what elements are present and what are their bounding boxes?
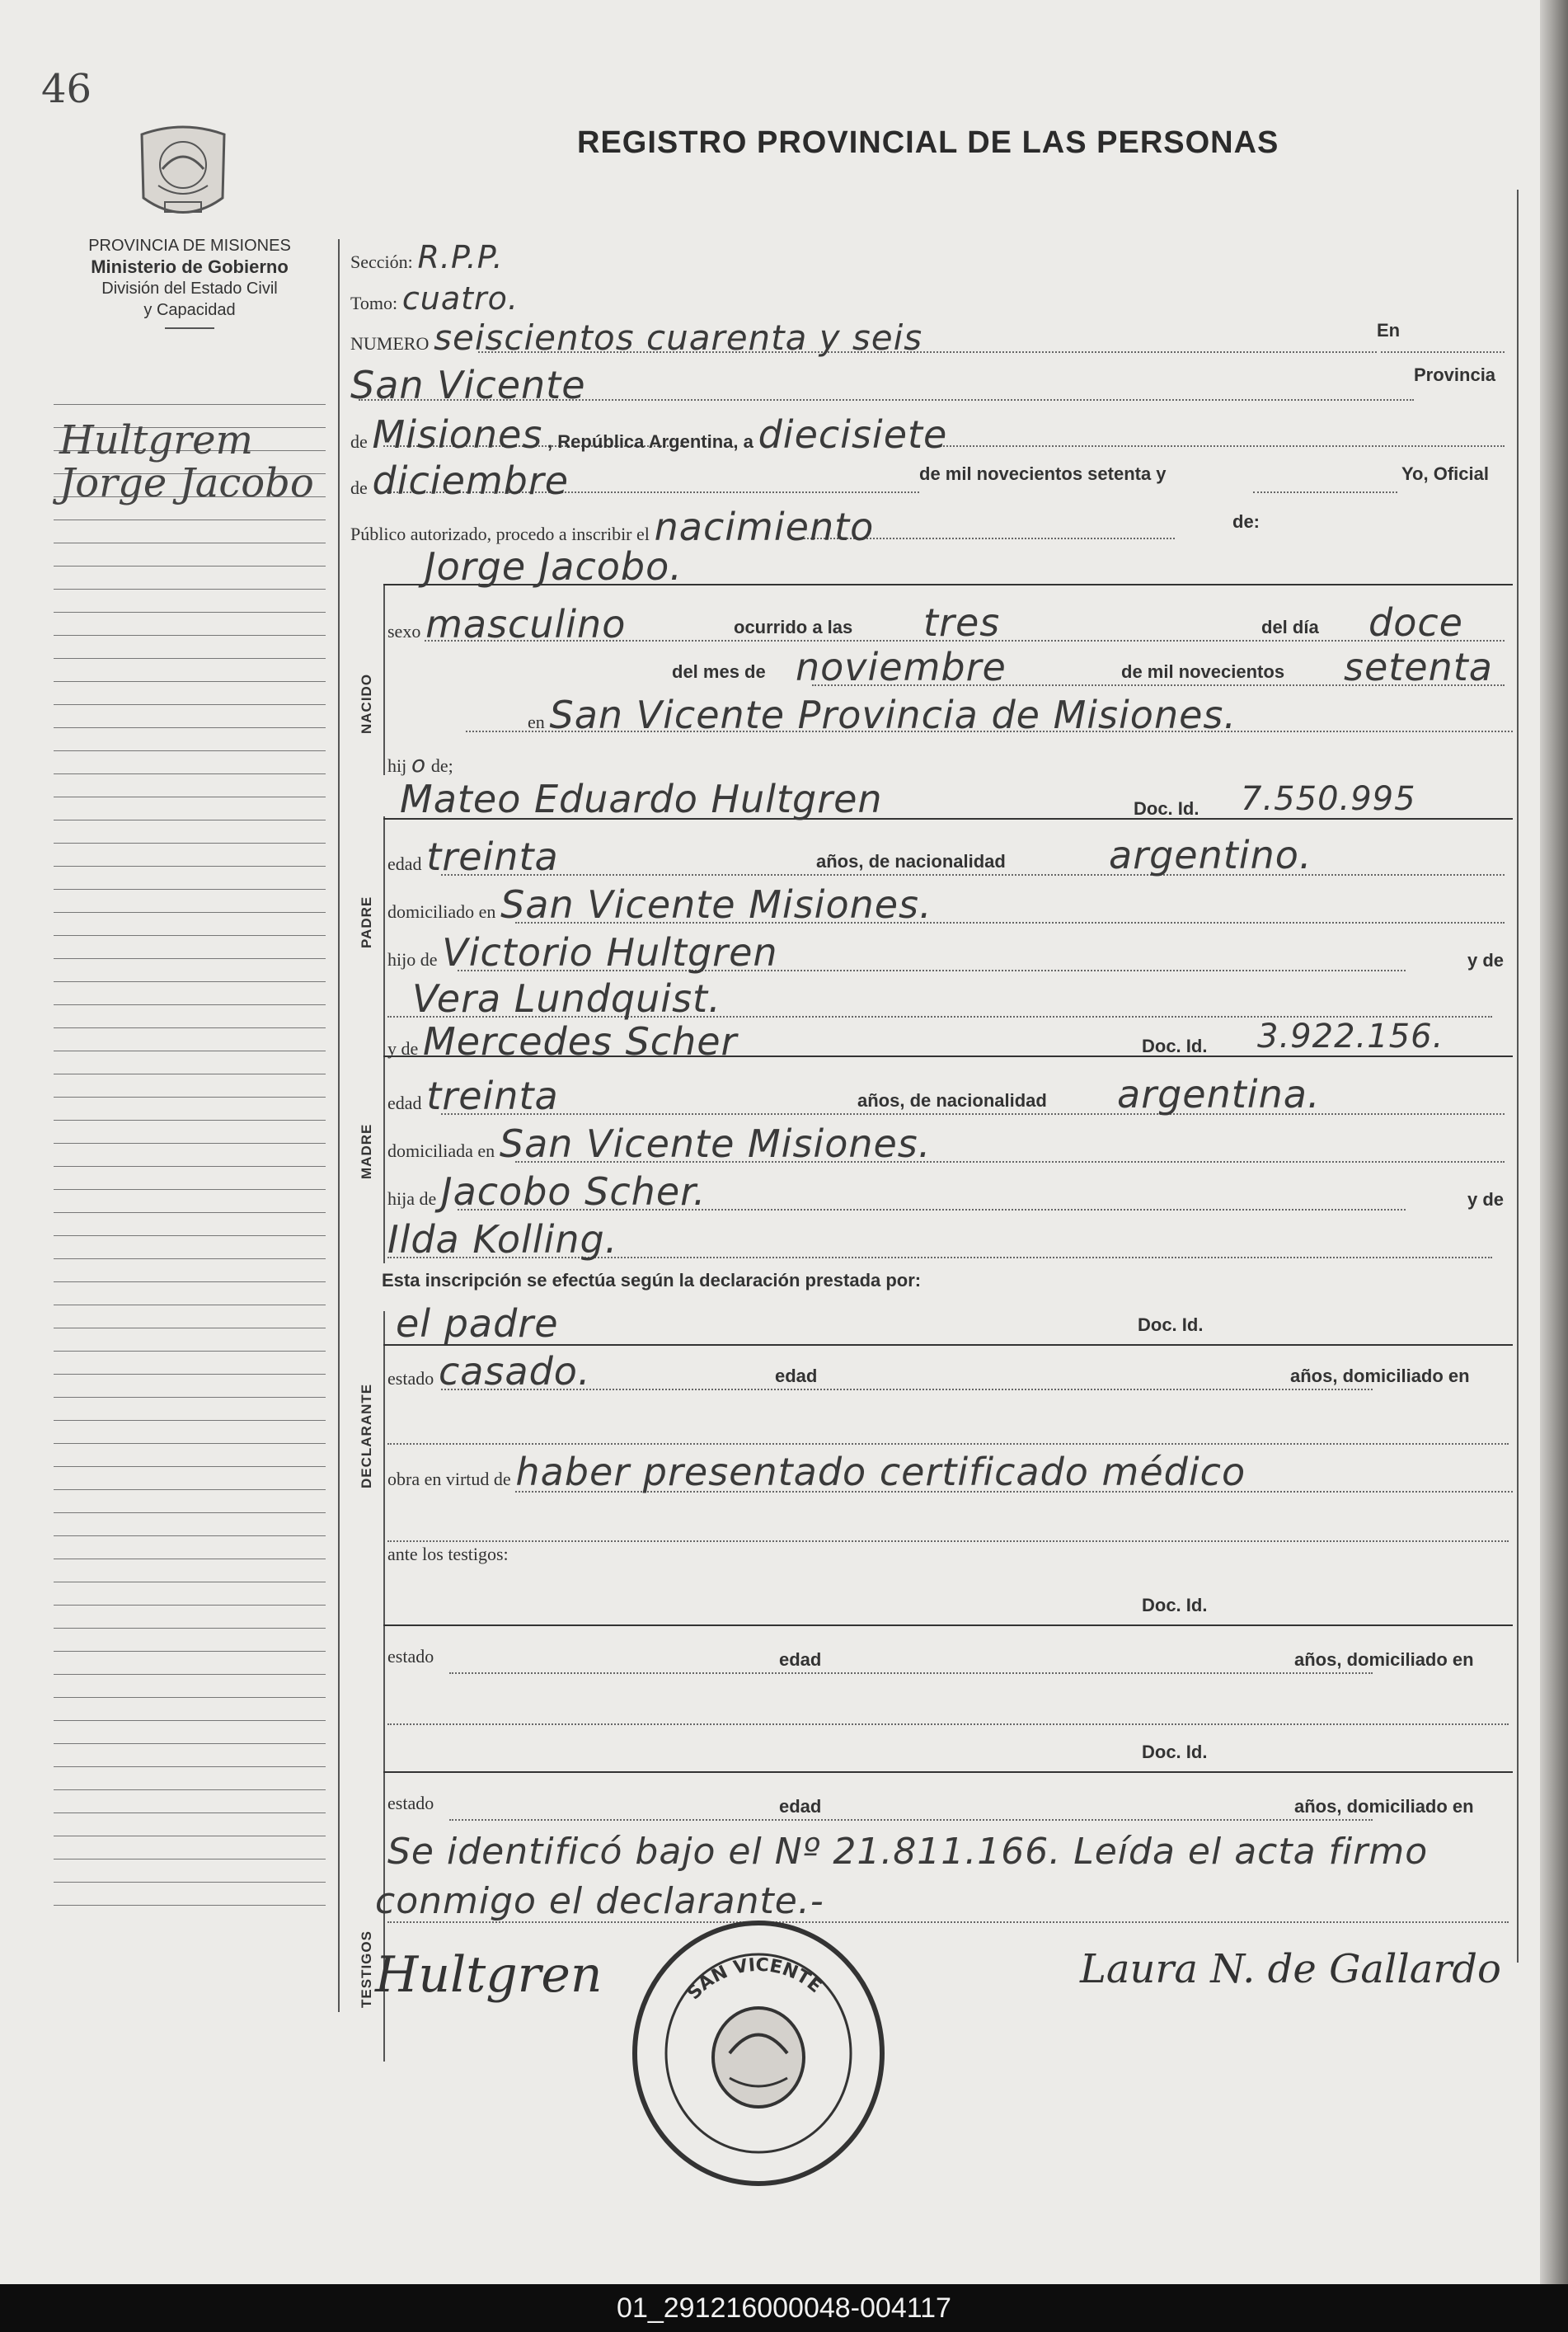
seccion-label: Sección: — [350, 252, 413, 272]
mother-domicile: San Vicente Misiones. — [499, 1121, 932, 1166]
publico-label: Público autorizado, procedo a inscribir el — [350, 524, 650, 544]
declarant-signature: Hultgren — [375, 1946, 603, 2004]
father-name: Mateo Eduardo Hultgren — [400, 777, 883, 821]
mother-name: Mercedes Scher — [423, 1019, 738, 1064]
mes-value: noviembre — [796, 645, 1007, 689]
issuer-division: División del Estado Civil — [101, 280, 278, 298]
testigo1-estado-row — [387, 1646, 434, 1667]
provincia-label: Provincia — [1414, 364, 1496, 385]
madre-dom-label: domiciliada en — [387, 1140, 495, 1161]
issuer-ministry: Ministerio de Gobierno — [91, 256, 289, 277]
numero-label: NUMERO — [350, 333, 430, 354]
margin-names — [59, 419, 314, 505]
padre-edad-row — [387, 835, 559, 879]
form-frame-right — [1517, 190, 1519, 1963]
sexo-value: masculino — [425, 602, 627, 646]
anio-label: de mil novecientos — [1121, 661, 1285, 682]
numero-value: seiscientos cuarenta y seis — [434, 317, 923, 358]
seccion-row — [350, 239, 504, 275]
issuer-province: PROVINCIA DE MISIONES — [88, 237, 291, 255]
declaracion-label: Esta inscripción se efectúa según la declaración prestada por: — [382, 1270, 922, 1291]
numero-row — [350, 317, 922, 358]
father-age: treinta — [426, 835, 559, 879]
declarant-basis: haber presentado certificado médico — [515, 1450, 1246, 1494]
testigo1-estado-label: estado — [387, 1646, 434, 1667]
official-signature: Laura N. de Gallardo — [1080, 1946, 1501, 1992]
nacido-bar — [383, 585, 385, 775]
padre-dom-row — [387, 882, 932, 927]
issuer-block — [33, 235, 346, 336]
tomo-row — [350, 280, 519, 317]
dia-value: doce — [1368, 600, 1463, 645]
testigo2-anios-label: años, domiciliado en — [1294, 1796, 1474, 1817]
act-value: nacimiento — [654, 505, 875, 549]
padre-madre-row — [412, 976, 721, 1021]
testigo2-estado-label: estado — [387, 1793, 434, 1813]
book-spine — [1540, 0, 1568, 2284]
margin-surname: Hultgrem — [59, 417, 254, 463]
day-value: diecisiete — [758, 412, 948, 457]
declarante-section-label: DECLARANTE — [359, 1383, 374, 1488]
nacido-name — [425, 544, 683, 589]
madre-bar — [383, 1057, 385, 1263]
place-row — [350, 363, 586, 407]
hora-value: tres — [923, 600, 1001, 645]
en-label-2: en — [528, 712, 545, 732]
testigos-section-label: TESTIGOS — [359, 1930, 374, 2008]
maternal-grandfather: Jacobo Scher. — [441, 1169, 707, 1214]
padre-hijo-de-label: hijo de — [387, 949, 438, 970]
declarante-estado-label: estado — [387, 1368, 434, 1389]
testigos-label: ante los testigos: — [387, 1544, 509, 1564]
tomo-value: cuatro. — [401, 280, 519, 317]
lugar-value: San Vicente Provincia de Misiones. — [549, 693, 1237, 737]
padre-hijo-row — [387, 930, 778, 975]
anio-value: setenta — [1344, 645, 1493, 689]
month-row — [350, 458, 569, 503]
padre-section-label: PADRE — [359, 896, 374, 948]
declarante-bar — [383, 1311, 385, 1591]
month-value: diciembre — [372, 458, 570, 503]
dia-label: del día — [1261, 617, 1319, 637]
declarante-estado-row — [387, 1349, 591, 1394]
declarante-obra-row — [387, 1450, 1246, 1494]
mother-nationality: argentina. — [1117, 1072, 1321, 1117]
issuer-division-2: y Capacidad — [143, 301, 236, 319]
mother-age: treinta — [426, 1074, 559, 1118]
de-label: de — [350, 431, 368, 452]
padre-dom-label: domiciliado en — [387, 901, 496, 922]
hijo-label: hij — [387, 755, 407, 776]
madre-madre-row — [387, 1217, 617, 1262]
republic-label: , República Argentina, a — [547, 431, 753, 452]
year-label: de mil novecientos setenta y — [919, 463, 1167, 484]
madre-y-de-label-2: y de — [1467, 1189, 1505, 1210]
madre-name-row — [387, 1019, 737, 1064]
testigo1-anios-label: años, domiciliado en — [1294, 1649, 1474, 1670]
sexo-row — [387, 602, 626, 646]
provincial-crest-icon — [134, 120, 232, 227]
province-row — [350, 412, 947, 457]
declarante-edad-label: edad — [775, 1366, 818, 1386]
padre-edad-label: edad — [387, 853, 422, 874]
madre-doc-label: Doc. Id. — [1142, 1036, 1208, 1056]
maternal-grandmother: Ilda Kolling. — [387, 1217, 618, 1262]
hijo-row — [387, 750, 453, 778]
declarant-status: casado. — [438, 1349, 591, 1394]
declarante-anios-label: años, domiciliado en — [1290, 1366, 1470, 1386]
page-number: 46 — [41, 66, 92, 112]
father-doc: 7.550.995 — [1241, 780, 1416, 818]
seccion-value: R.P.P. — [417, 239, 504, 275]
padre-nac-label: años, de nacionalidad — [816, 851, 1006, 872]
padre-doc-label: Doc. Id. — [1134, 798, 1199, 819]
en-label: En — [1377, 320, 1401, 341]
testigo2-edad-label: edad — [779, 1796, 822, 1817]
svg-text:SAN VICENTE — [683, 1955, 825, 2004]
padre-name-row — [400, 777, 883, 821]
testigo1-doc-label: Doc. Id. — [1142, 1595, 1208, 1615]
stamp-text: SAN VICENTE — [683, 1954, 826, 2005]
lugar-row — [528, 693, 1237, 737]
province-value: Misiones — [372, 412, 543, 457]
paternal-grandfather: Victorio Hultgren — [442, 930, 778, 975]
form-frame-left — [338, 239, 340, 2012]
place-value: San Vicente — [350, 363, 586, 407]
madre-edad-label: edad — [387, 1093, 422, 1113]
declarante-obra-label: obra en virtud de — [387, 1469, 511, 1489]
hijo-value: o — [411, 750, 427, 778]
publico-row — [350, 505, 874, 549]
margin-given-names: Jorge Jacobo — [59, 460, 314, 506]
mother-doc: 3.922.156. — [1257, 1018, 1444, 1056]
de-label-2: de — [350, 477, 368, 498]
declarante-doc-label: Doc. Id. — [1138, 1314, 1204, 1335]
tomo-label: Tomo: — [350, 293, 398, 313]
page-title: REGISTRO PROVINCIAL DE LAS PERSONAS — [577, 125, 1279, 160]
padre-y-de-label: y de — [1467, 950, 1505, 971]
madre-hija-row — [387, 1169, 706, 1214]
ocurrido-label: ocurrido a las — [734, 617, 853, 637]
divider — [165, 327, 214, 329]
image-caption: 01_291216000048-004117 — [0, 2284, 1568, 2332]
testigo2-doc-label: Doc. Id. — [1142, 1742, 1208, 1762]
declarant-name: el padre — [396, 1301, 559, 1346]
madre-y-de-label: y de — [387, 1038, 419, 1059]
paternal-grandmother: Vera Lundquist. — [412, 976, 721, 1021]
mes-label: del mes de — [672, 661, 766, 682]
official-seal-icon — [627, 1917, 890, 2189]
father-nationality: argentino. — [1109, 833, 1312, 877]
oficial-label: Yo, Oficial — [1401, 463, 1489, 484]
note-line-1: Se identificó bajo el Nº 21.811.166. Leída el acta firmo — [387, 1831, 1429, 1873]
father-domicile: San Vicente Misiones. — [500, 882, 932, 927]
margin-ruled-lines — [54, 404, 326, 1928]
madre-dom-row — [387, 1121, 931, 1166]
testigo2-estado-row — [387, 1793, 434, 1814]
note-line-2: conmigo el declarante.- — [375, 1880, 824, 1922]
madre-hija-de-label: hija de — [387, 1188, 437, 1209]
de2-label: de: — [1232, 511, 1260, 532]
testigo1-edad-label: edad — [779, 1649, 822, 1670]
declarante-name-row — [396, 1301, 559, 1346]
child-name: Jorge Jacobo. — [425, 544, 683, 589]
hijo-suffix: de; — [430, 755, 453, 776]
sexo-label: sexo — [387, 621, 421, 642]
madre-edad-row — [387, 1074, 559, 1118]
nacido-section-label: NACIDO — [359, 673, 374, 734]
madre-nac-label: años, de nacionalidad — [857, 1090, 1047, 1111]
madre-section-label: MADRE — [359, 1123, 374, 1179]
